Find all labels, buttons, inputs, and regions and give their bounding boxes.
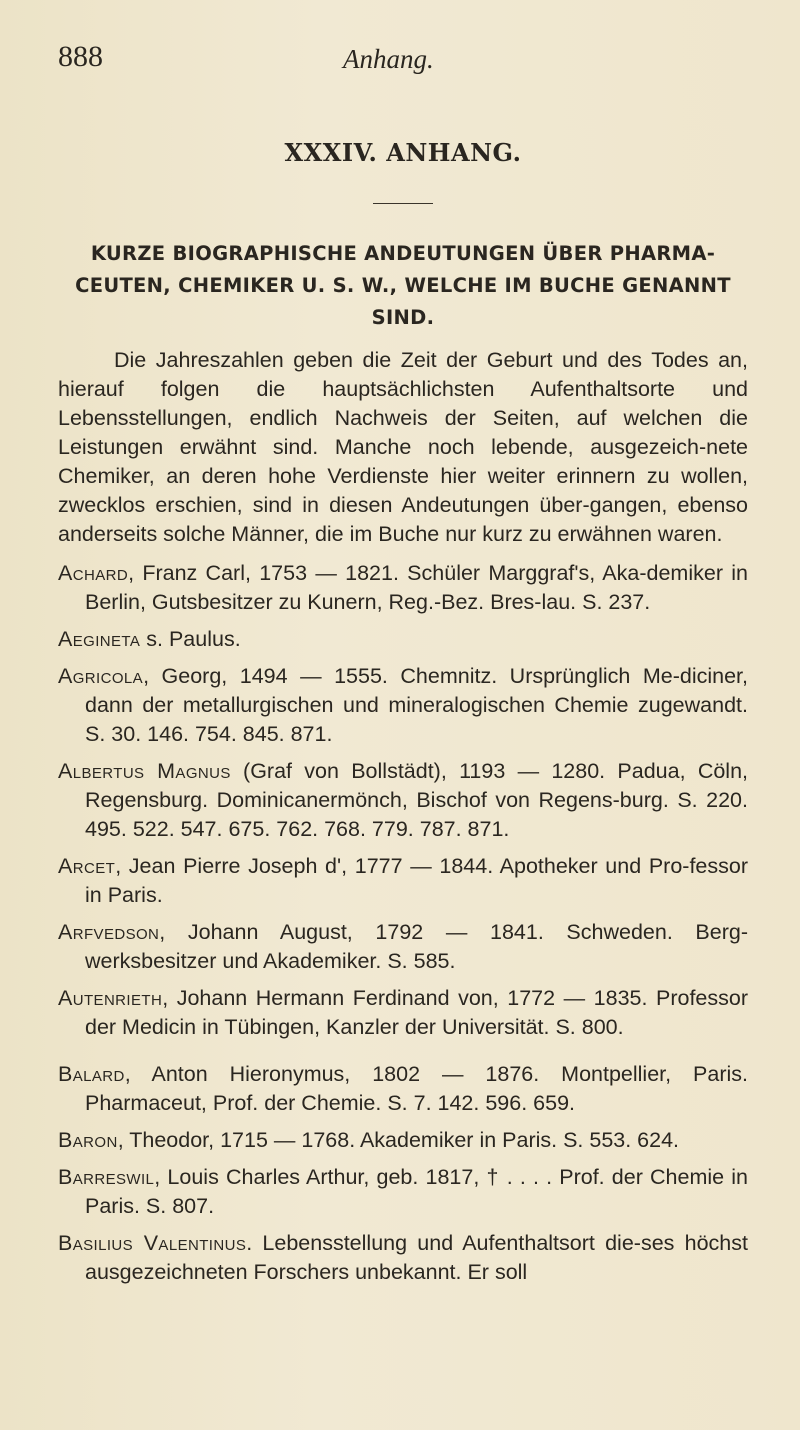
entry-name: Agricola xyxy=(58,664,144,688)
entry-name: Basilius Valentinus xyxy=(58,1231,247,1255)
entry-text: , Louis Charles Arthur, geb. 1817, † . . . . Prof. der Chemie in Paris. S. 807. xyxy=(85,1165,748,1218)
entry-name: Aegineta xyxy=(58,627,141,651)
page-number: 888 xyxy=(58,40,103,73)
entry-text: , Johann Hermann Ferdinand von, 1772 — 1835. Professor der Medicin in Tübingen, Kanzler der Universität. S. 800. xyxy=(85,986,748,1039)
entry-name: Balard xyxy=(58,1062,125,1086)
biography-entries xyxy=(58,559,748,1287)
entry-balard xyxy=(58,1060,748,1118)
entry-arfvedson xyxy=(58,918,748,976)
entry-baron xyxy=(58,1126,748,1155)
entry-name: Arcet xyxy=(58,854,116,878)
entry-text: , Franz Carl, 1753 — 1821. Schüler Marggraf's, Aka-demiker in Berlin, Gutsbesitzer zu Kunern, Reg.-Bez. Bres-lau. S. 237. xyxy=(85,561,748,614)
entry-aegineta xyxy=(58,625,748,654)
entry-text: s. Paulus. xyxy=(140,627,241,651)
section-heading: KURZE BIOGRAPHISCHE ANDEUTUNGEN ÜBER PHARMA-CEUTEN, CHEMIKER U. S. W., WELCHE IM BUCHE GENANNT SIND. xyxy=(75,242,731,329)
running-head: Anhang. xyxy=(343,44,434,74)
entry-arcet xyxy=(58,852,748,910)
entry-name: Baron xyxy=(58,1128,118,1152)
intro-paragraph: Die Jahreszahlen geben die Zeit der Geburt und des Todes an, hierauf folgen die hauptsächlichsten Aufenthaltsorte und Lebensstellungen, endlich Nachweis der Seiten, auf welchen die Leistungen erwähnt sind. Manche noch lebende, ausgezeich-nete Chemiker, an deren hohe Verdienste hier weiter erinnern zu wollen, zwecklos erschien, sind in diesen Andeutungen über-gangen, ebenso anderseits solche Männer, die im Buche nur kurz zu erwähnen waren. xyxy=(58,348,748,546)
entry-text: (Graf von Bollstädt), 1193 — 1280. Padua, Cöln, Regensburg. Dominicanermönch, Bischof von Regens-burg. S. 220. 495. 522. 547. 675. 762. 768. 779. 787. 871. xyxy=(85,759,749,841)
entry-name: Barreswil xyxy=(58,1165,155,1189)
entry-achard xyxy=(58,559,748,617)
page-header xyxy=(58,40,748,80)
entry-text: , Anton Hieronymus, 1802 — 1876. Montpellier, Paris. Pharmaceut, Prof. der Chemie. S. 7. 142. 596. 659. xyxy=(85,1062,748,1115)
entry-autenrieth xyxy=(58,984,748,1042)
entry-name: Achard xyxy=(58,561,129,585)
entry-text: , Johann August, 1792 — 1841. Schweden. Berg-werksbesitzer und Akademiker. S. 585. xyxy=(85,920,748,973)
entry-name: Arfvedson xyxy=(58,920,160,944)
entry-text: . Lebensstellung und Aufenthaltsort die-ses höchst ausgezeichneten Forschers unbekannt. Er soll xyxy=(85,1231,748,1284)
entry-name: Autenrieth xyxy=(58,986,163,1010)
entry-text: , Jean Pierre Joseph d', 1777 — 1844. Apotheker und Pro-fessor in Paris. xyxy=(85,854,748,907)
entry-name: Albertus Magnus xyxy=(58,759,231,783)
entry-text: , Theodor, 1715 — 1768. Akademiker in Paris. S. 553. 624. xyxy=(117,1128,680,1152)
entry-text: , Georg, 1494 — 1555. Chemnitz. Ursprünglich Me-diciner, dann der metallurgischen und mineralogischen Chemie zugewandt. S. 30. 146. 754. 845. 871. xyxy=(85,664,748,746)
entry-basilius-valentinus xyxy=(58,1229,748,1287)
appendix-title: XXXIV. ANHANG. xyxy=(284,138,522,167)
entry-albertus-magnus xyxy=(58,757,748,844)
title-divider xyxy=(373,203,433,204)
entry-barreswil xyxy=(58,1163,748,1221)
entry-agricola xyxy=(58,662,748,749)
